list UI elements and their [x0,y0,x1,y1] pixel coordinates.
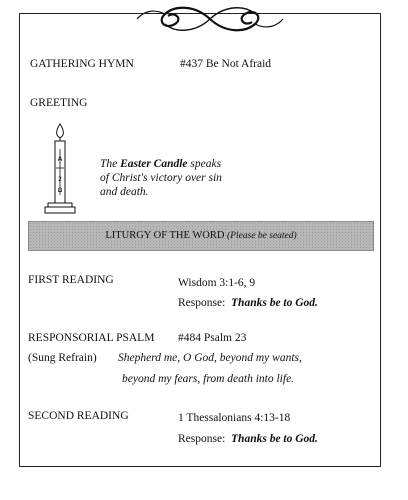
liturgy-banner-note: (Please be seated) [227,231,297,241]
candle-symbol-omega: Ω [57,187,63,194]
caption-line3: and death. [100,185,149,198]
response-label: Response: [178,297,226,309]
easter-candle-icon [44,123,76,215]
liturgy-banner-title: LITURGY OF THE WORD [105,230,225,241]
easter-candle-name: Easter Candle [120,158,188,170]
candle-symbol-year: 2 [58,176,62,183]
response-text: Thanks be to God. [231,297,318,309]
liturgy-banner [28,221,374,251]
gathering-hymn-value: #437 Be Not Afraid [180,58,272,70]
second-reading-response [178,433,318,446]
candle-symbol-alpha: A [57,155,63,163]
caption-line2: of Christ's victory over sin [100,171,222,184]
easter-candle-caption [100,158,222,199]
sung-refrain-label: (Sung Refrain) [28,352,97,364]
greeting-label: GREETING [30,97,88,109]
psalm-label: RESPONSORIAL PSALM [28,332,155,344]
refrain-line-2: beyond my fears, from death into life. [122,373,295,385]
caption-line1-rest: speaks [187,158,222,170]
second-reading-citation: 1 Thessalonians 4:13-18 [178,412,291,424]
caption-lead: The [100,158,121,170]
gathering-hymn-label: GATHERING HYMN [30,58,134,70]
response-label: Response: [178,433,226,445]
psalm-value: #484 Psalm 23 [178,332,247,344]
flourish-ornament-icon [135,2,285,36]
second-reading-label: SECOND READING [28,410,129,422]
first-reading-citation: Wisdom 3:1-6, 9 [178,277,256,289]
liturgy-banner-text [29,230,373,241]
first-reading-response [178,297,318,310]
response-text: Thanks be to God. [231,433,318,445]
first-reading-label: FIRST READING [28,274,114,286]
refrain-line-1: Shepherd me, O God, beyond my wants, [118,352,302,364]
